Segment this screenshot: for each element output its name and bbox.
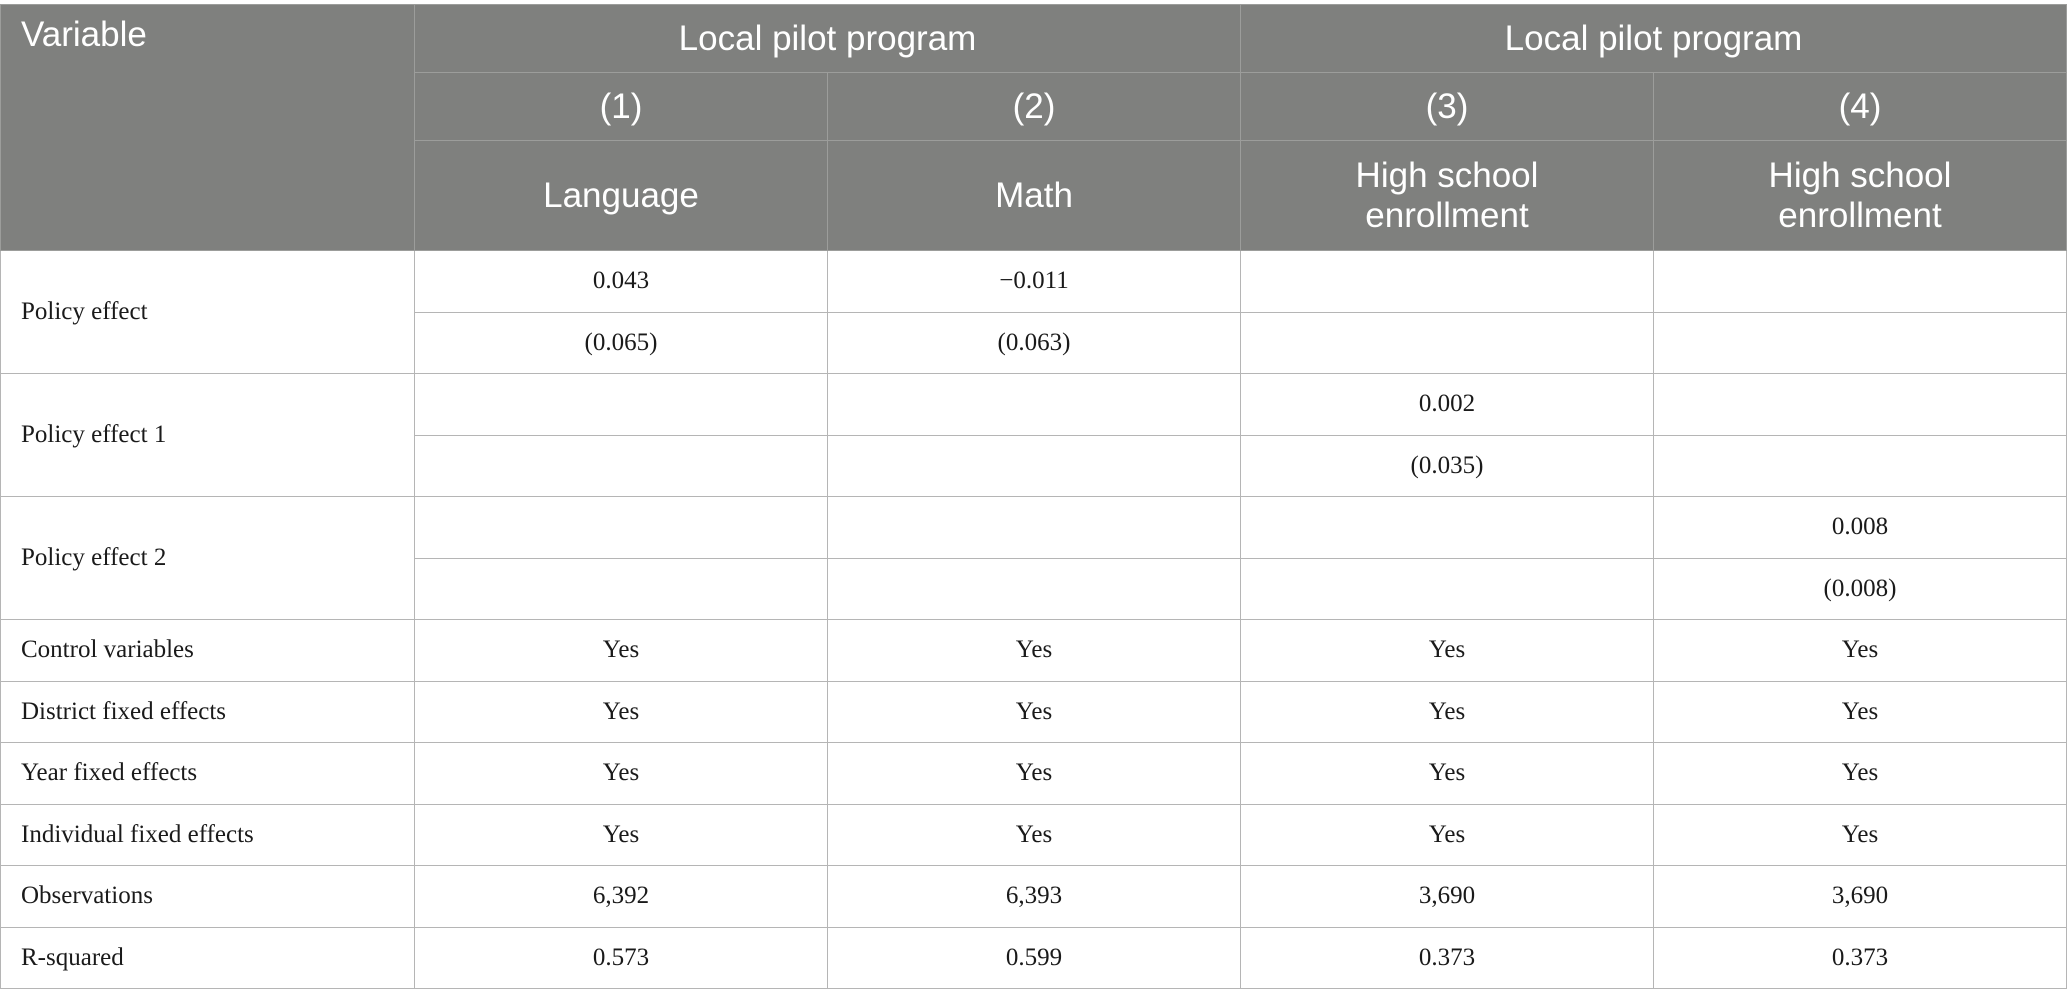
value-cell: Yes bbox=[1654, 804, 2067, 866]
table-body bbox=[1, 251, 2067, 989]
row-label: R-squared bbox=[1, 927, 415, 989]
coef-cell bbox=[1241, 251, 1654, 313]
value-cell: Yes bbox=[1241, 620, 1654, 682]
coef-cell bbox=[415, 374, 828, 436]
column-number: (4) bbox=[1654, 73, 2067, 141]
table-row bbox=[1, 620, 2067, 682]
se-cell: (0.063) bbox=[828, 312, 1241, 374]
se-cell bbox=[415, 558, 828, 620]
column-title bbox=[1654, 141, 2067, 251]
row-label: Policy effect 2 bbox=[1, 497, 415, 620]
value-cell: Yes bbox=[415, 743, 828, 805]
value-cell: 0.373 bbox=[1241, 927, 1654, 989]
column-title-line: enrollment bbox=[1778, 195, 1942, 235]
value-cell: Yes bbox=[415, 681, 828, 743]
column-title bbox=[1241, 141, 1654, 251]
table-row-coef bbox=[1, 497, 2067, 559]
row-label: Observations bbox=[1, 866, 415, 928]
value-cell: Yes bbox=[415, 804, 828, 866]
value-cell: 6,393 bbox=[828, 866, 1241, 928]
se-cell bbox=[1241, 312, 1654, 374]
se-cell bbox=[1241, 558, 1654, 620]
column-title-line: enrollment bbox=[1365, 195, 1529, 235]
value-cell: 0.573 bbox=[415, 927, 828, 989]
coef-cell: 0.008 bbox=[1654, 497, 2067, 559]
table-row-coef bbox=[1, 374, 2067, 436]
coef-cell: 0.043 bbox=[415, 251, 828, 313]
se-cell: (0.008) bbox=[1654, 558, 2067, 620]
value-cell: 6,392 bbox=[415, 866, 828, 928]
coef-cell bbox=[828, 497, 1241, 559]
row-label: District fixed effects bbox=[1, 681, 415, 743]
column-title-line: Language bbox=[543, 175, 699, 215]
column-number: (3) bbox=[1241, 73, 1654, 141]
coef-cell bbox=[1241, 497, 1654, 559]
group-header: Local pilot program bbox=[415, 5, 1241, 73]
value-cell: Yes bbox=[828, 743, 1241, 805]
regression-table bbox=[0, 4, 2067, 989]
row-label: Control variables bbox=[1, 620, 415, 682]
row-label: Policy effect 1 bbox=[1, 374, 415, 497]
header-row-groups bbox=[1, 5, 2067, 73]
value-cell: Yes bbox=[1241, 681, 1654, 743]
row-label: Policy effect bbox=[1, 251, 415, 374]
coef-cell bbox=[1654, 251, 2067, 313]
table-header bbox=[1, 5, 2067, 251]
coef-cell: −0.011 bbox=[828, 251, 1241, 313]
se-cell bbox=[1654, 435, 2067, 497]
group-header: Local pilot program bbox=[1241, 5, 2067, 73]
column-title-line: High school bbox=[1355, 155, 1539, 195]
se-cell: (0.065) bbox=[415, 312, 828, 374]
coef-cell bbox=[415, 497, 828, 559]
column-number: (2) bbox=[828, 73, 1241, 141]
table-row-coef bbox=[1, 251, 2067, 313]
table-row bbox=[1, 804, 2067, 866]
table-row bbox=[1, 927, 2067, 989]
column-number: (1) bbox=[415, 73, 828, 141]
coef-cell bbox=[1654, 374, 2067, 436]
table-row bbox=[1, 743, 2067, 805]
column-title-line: Math bbox=[995, 175, 1073, 215]
value-cell: 3,690 bbox=[1241, 866, 1654, 928]
coef-cell: 0.002 bbox=[1241, 374, 1654, 436]
se-cell: (0.035) bbox=[1241, 435, 1654, 497]
row-label: Individual fixed effects bbox=[1, 804, 415, 866]
value-cell: Yes bbox=[1654, 620, 2067, 682]
value-cell: Yes bbox=[828, 620, 1241, 682]
se-cell bbox=[828, 558, 1241, 620]
table-row bbox=[1, 866, 2067, 928]
variable-column-header: Variable bbox=[1, 5, 415, 251]
value-cell: 0.599 bbox=[828, 927, 1241, 989]
se-cell bbox=[415, 435, 828, 497]
table-row bbox=[1, 681, 2067, 743]
value-cell: Yes bbox=[1241, 743, 1654, 805]
value-cell: Yes bbox=[828, 681, 1241, 743]
column-title-line: High school bbox=[1768, 155, 1952, 195]
value-cell: Yes bbox=[828, 804, 1241, 866]
column-title bbox=[415, 141, 828, 251]
se-cell bbox=[828, 435, 1241, 497]
value-cell: Yes bbox=[415, 620, 828, 682]
value-cell: 0.373 bbox=[1654, 927, 2067, 989]
row-label: Year fixed effects bbox=[1, 743, 415, 805]
value-cell: Yes bbox=[1654, 743, 2067, 805]
column-title bbox=[828, 141, 1241, 251]
coef-cell bbox=[828, 374, 1241, 436]
value-cell: Yes bbox=[1241, 804, 1654, 866]
se-cell bbox=[1654, 312, 2067, 374]
value-cell: 3,690 bbox=[1654, 866, 2067, 928]
value-cell: Yes bbox=[1654, 681, 2067, 743]
